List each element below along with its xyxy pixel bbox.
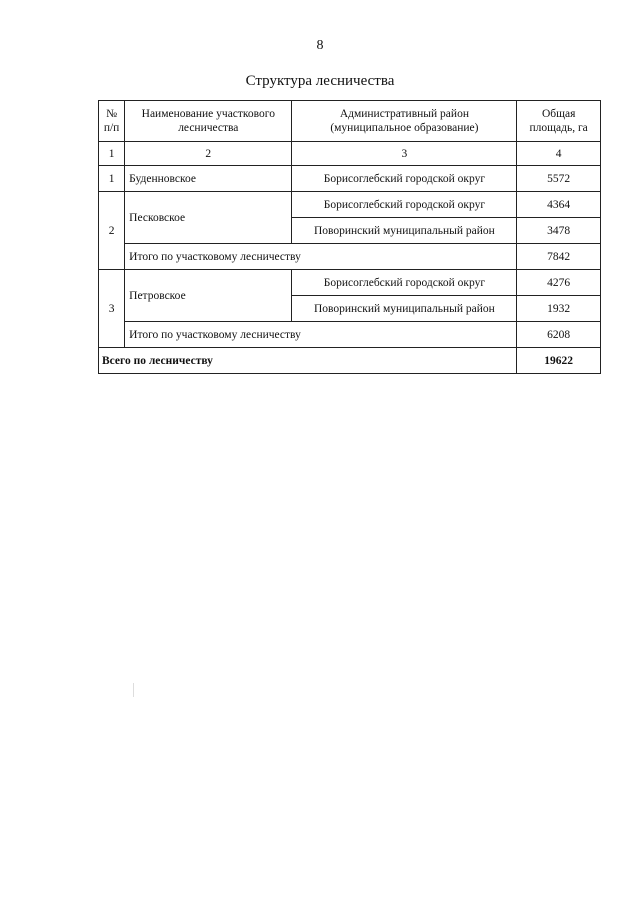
unit-name: Петровское xyxy=(125,270,292,322)
total-area: 19622 xyxy=(517,348,601,374)
header-area xyxy=(517,101,601,142)
column-number: 3 xyxy=(292,142,517,166)
subtotal-label: Итого по участковому лесничеству xyxy=(125,244,517,270)
forestry-structure-table xyxy=(98,100,601,374)
subtotal-area: 7842 xyxy=(517,244,601,270)
header-district xyxy=(292,101,517,142)
column-number: 2 xyxy=(125,142,292,166)
header-district-line1: Административный район xyxy=(339,108,469,120)
district-cell: Борисоглебский городской округ xyxy=(292,166,517,192)
page-number: 8 xyxy=(316,38,324,53)
header-area-line1: Общая xyxy=(541,108,576,120)
column-number-row xyxy=(99,142,601,166)
subtotal-row xyxy=(99,244,601,270)
unit-no: 1 xyxy=(99,166,125,192)
table-row xyxy=(99,270,601,296)
document-title: Структура лесничества xyxy=(245,73,395,89)
unit-no: 3 xyxy=(99,270,125,348)
header-name-line2: лесничества xyxy=(178,122,239,134)
unit-no: 2 xyxy=(99,192,125,270)
column-number: 1 xyxy=(99,142,125,166)
header-name-line1: Наименование участкового xyxy=(141,108,275,120)
subtotal-area: 6208 xyxy=(517,322,601,348)
area-cell: 1932 xyxy=(517,296,601,322)
total-row xyxy=(99,348,601,374)
header-area-line2: площадь, га xyxy=(529,122,588,134)
table-header-row xyxy=(99,101,601,142)
district-cell: Поворинский муниципальный район xyxy=(292,296,517,322)
area-cell: 5572 xyxy=(517,166,601,192)
header-no-line2: п/п xyxy=(103,122,120,134)
total-label: Всего по лесничеству xyxy=(99,348,517,374)
column-number: 4 xyxy=(517,142,601,166)
district-cell: Борисоглебский городской округ xyxy=(292,270,517,296)
header-name xyxy=(125,101,292,142)
table-row xyxy=(99,192,601,218)
unit-name: Буденновское xyxy=(125,166,292,192)
area-cell: 4364 xyxy=(517,192,601,218)
header-district-line2: (муниципальное образование) xyxy=(330,122,479,134)
area-cell: 4276 xyxy=(517,270,601,296)
subtotal-row xyxy=(99,322,601,348)
header-no xyxy=(99,101,125,142)
subtotal-label: Итого по участковому лесничеству xyxy=(125,322,517,348)
area-cell: 3478 xyxy=(517,218,601,244)
unit-name: Песковское xyxy=(125,192,292,244)
scan-artifact xyxy=(133,683,134,697)
header-no-line1: № xyxy=(106,108,118,120)
district-cell: Борисоглебский городской округ xyxy=(292,192,517,218)
table-row xyxy=(99,166,601,192)
district-cell: Поворинский муниципальный район xyxy=(292,218,517,244)
